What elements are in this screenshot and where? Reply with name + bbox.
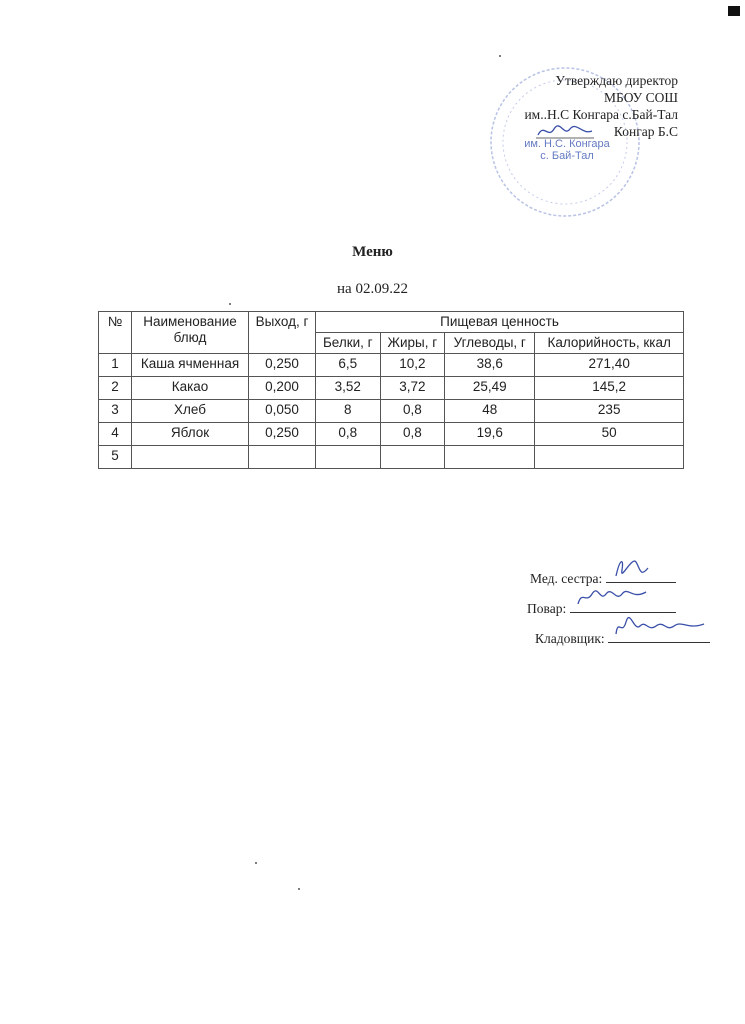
director-signature xyxy=(536,121,594,141)
cell-name: Яблок xyxy=(132,423,249,446)
cook-signature xyxy=(570,598,676,613)
cell-num: 3 xyxy=(99,400,132,423)
cell-fats xyxy=(380,446,445,469)
header-yield: Выход, г xyxy=(249,312,316,354)
header-num: № xyxy=(99,312,132,354)
cell-fats: 3,72 xyxy=(380,377,445,400)
cell-calories: 50 xyxy=(535,423,684,446)
header-nutrition: Пищевая ценность xyxy=(316,312,684,333)
cell-yield xyxy=(249,446,316,469)
cell-num: 5 xyxy=(99,446,132,469)
page-title: Меню xyxy=(352,244,393,260)
approval-line-1: Утверждаю директор xyxy=(555,73,678,88)
speck xyxy=(499,55,501,57)
cell-proteins: 3,52 xyxy=(316,377,381,400)
scan-corner-mark xyxy=(728,6,740,16)
nurse-signature-scribble xyxy=(610,554,660,580)
cell-name: Хлеб xyxy=(132,400,249,423)
cell-fats: 10,2 xyxy=(380,354,445,377)
storekeeper-label: Кладовщик: xyxy=(535,631,605,646)
menu-date: на 02.09.22 xyxy=(337,281,408,297)
cell-carbs: 25,49 xyxy=(445,377,535,400)
cell-fats: 0,8 xyxy=(380,400,445,423)
cell-carbs: 19,6 xyxy=(445,423,535,446)
cell-proteins: 8 xyxy=(316,400,381,423)
cell-name: Какао xyxy=(132,377,249,400)
approval-line-3: им..Н.С Конгара с.Бай-Тал xyxy=(524,107,678,122)
cell-name: Каша ячменная xyxy=(132,354,249,377)
table-row xyxy=(99,423,684,446)
approval-block xyxy=(440,72,678,140)
table-row xyxy=(99,446,684,469)
approval-line-2: МБОУ СОШ xyxy=(604,90,678,105)
table-row xyxy=(99,354,684,377)
cell-carbs: 48 xyxy=(445,400,535,423)
cell-carbs: 38,6 xyxy=(445,354,535,377)
cell-yield: 0,200 xyxy=(249,377,316,400)
svg-text:с. Бай-Тал: с. Бай-Тал xyxy=(540,150,594,162)
header-name: Наименование блюд xyxy=(132,312,249,354)
cell-yield: 0,250 xyxy=(249,354,316,377)
header-fats: Жиры, г xyxy=(380,333,445,354)
cell-calories: 235 xyxy=(535,400,684,423)
cell-fats: 0,8 xyxy=(380,423,445,446)
cell-name xyxy=(132,446,249,469)
cell-num: 2 xyxy=(99,377,132,400)
cell-yield: 0,050 xyxy=(249,400,316,423)
storekeeper-signature-row xyxy=(535,628,710,647)
header-calories: Калорийность, ккал xyxy=(535,333,684,354)
cell-carbs xyxy=(445,446,535,469)
nurse-signature xyxy=(606,568,676,583)
director-name: Конгар Б.С xyxy=(613,124,678,139)
cell-num: 4 xyxy=(99,423,132,446)
cook-label: Повар: xyxy=(527,601,567,616)
cell-yield: 0,250 xyxy=(249,423,316,446)
cook-signature-scribble xyxy=(574,584,654,610)
speck xyxy=(298,888,300,890)
speck xyxy=(229,303,231,305)
speck xyxy=(255,862,257,864)
storekeeper-signature xyxy=(608,628,710,643)
svg-text:им. Н.С. Конгара: им. Н.С. Конгара xyxy=(524,138,610,150)
cell-proteins: 6,5 xyxy=(316,354,381,377)
cell-calories: 271,40 xyxy=(535,354,684,377)
table-row xyxy=(99,400,684,423)
menu-table xyxy=(98,311,684,469)
cell-proteins xyxy=(316,446,381,469)
table-row xyxy=(99,377,684,400)
approval-line-4 xyxy=(440,123,678,140)
storekeeper-signature-scribble xyxy=(612,614,708,640)
header-carbs: Углеводы, г xyxy=(445,333,535,354)
header-proteins: Белки, г xyxy=(316,333,381,354)
cell-calories xyxy=(535,446,684,469)
cell-calories: 145,2 xyxy=(535,377,684,400)
cell-proteins: 0,8 xyxy=(316,423,381,446)
nurse-label: Мед. сестра: xyxy=(530,571,603,586)
cell-num: 1 xyxy=(99,354,132,377)
